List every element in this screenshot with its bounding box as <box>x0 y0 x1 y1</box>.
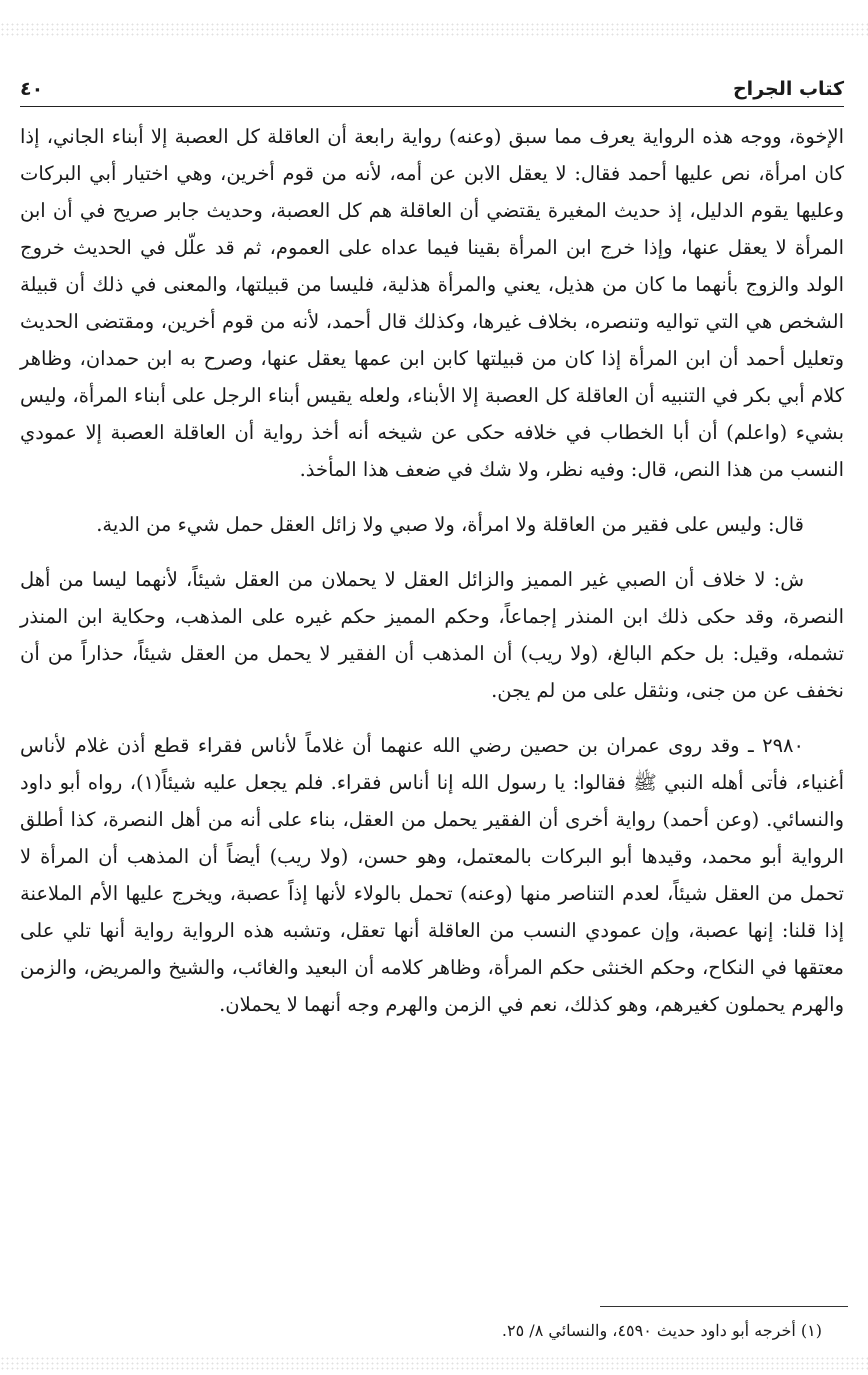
scan-noise-bottom <box>0 1356 868 1370</box>
paragraph: ٢٩٨٠ ـ وقد روى عمران بن حصين رضي الله عنهما أن غلاماً لأناس فقراء قطع أذن غلام لأناس أغنياء، فأتى أهله النبي ﷺ فقالوا: يا رسول الله إنا أناس فقراء. فلم يجعل عليه شيئاً(١)، رواه أبو داود والنسائي. (وعن أحمد) رواية أخرى أن الفقير يحمل من العقل، بناء على أنه من أهل النصرة، كذا أطلق الرواية أبو محمد، وقيدها أبو البركات بالمعتمل، وهو حسن، (ولا ريب) أيضاً أن المذهب أن المرأة لا تحمل من العقل شيئاً، لعدم التناصر منها (وعنه) تحمل بالولاء لأنها إذاً عصبة، ويخرج عليها الأم الملاعنة إذا قلنا: إنها عصبة، وإن عمودي النسب من العاقلة أنها تعقل، وتشبه هذه الرواية رواية أنها تلي على معتقها في النكاح، وحكم الخنثى حكم المرأة، وظاهر كلامه أن البعيد والغائب، والشيخ والمريض، والزمن والهرم يحملون كغيرهم، وهو كذلك، نعم في الزمن والهرم وجه أنهما لا يحملان. <box>20 734 844 1016</box>
page-number: ٤٠ <box>20 78 44 100</box>
scan-noise-top <box>0 22 868 36</box>
paragraph: ش: لا خلاف أن الصبي غير المميز والزائل العقل لا يحملان من العقل شيئاً، لأنهما ليسا من أهل النصرة، وقد حكى ذلك ابن المنذر إجماعاً، وحكم المميز حكم غيره على المذهب، وحكاية ابن المنذر تشمله، وقيل: بل حكم البالغ، (ولا ريب) أن المذهب أن الفقير لا يحمل من العقل شيئاً، حذاراً من أن نخفف عن من جنى، ونثقل على من لم يجن. <box>20 568 844 702</box>
footnote: (١) أخرجه أبو داود حديث ٤٥٩٠، والنسائي ٨/ ٢٥. <box>501 1321 822 1340</box>
main-text <box>20 118 844 1041</box>
page-header <box>20 70 844 100</box>
footnote-separator <box>600 1306 848 1307</box>
header-rule <box>20 106 844 107</box>
paragraph: الإخوة، ووجه هذه الرواية يعرف مما سبق (وعنه) رواية رابعة أن العاقلة كل العصبة إلا أبناء الجاني، إذا كان امرأة، نص عليها أحمد فقال: لا يعقل الابن عن أمه، لأنه من قوم أخرين، وهي اختيار أبي البركات وعليها يقوم الدليل، إذ حديث المغيرة يقتضي أن العاقلة هم كل العصبة، وحديث جابر صريح في أن ابن المرأة لا يعقل عنها، وإذا خرج ابن المرأة بقينا فيما عداه على العموم، ثم قد علّل في الحديث خروج الولد والزوج بأنهما ما كان من هذيل، يعني والمرأة هذلية، فليسا من قبيلتها، والمعنى في ذلك أن قبيلة الشخص هي التي تواليه وتنصره، بخلاف غيرها، وكذلك قال أحمد، لأنه من قوم أخرين، ومقتضى الحديث وتعليل أحمد أن ابن المرأة إذا كان من قبيلتها كابن ابن عمها يعقل عنها، وصرح به ابن حمدان، وظاهر كلام أبي بكر في التنبيه أن العاقلة كل العصبة إلا الأبناء، ولعله يقيس أبناء الرجل على أبناء المرأة، وليس بشيء (واعلم) أن أبا الخطاب في خلافه حكى عن شيخه أنه أخذ رواية أن العاقلة العصبة إلا عمودي النسب من هذا النص، قال: وفيه نظر، ولا شك في ضعف هذا المأخذ. <box>20 125 844 481</box>
book-title: كتاب الجراح <box>732 78 844 100</box>
paragraph: قال: وليس على فقير من العاقلة ولا امرأة، ولا صبي ولا زائل العقل حمل شيء من الدية. <box>96 513 804 536</box>
